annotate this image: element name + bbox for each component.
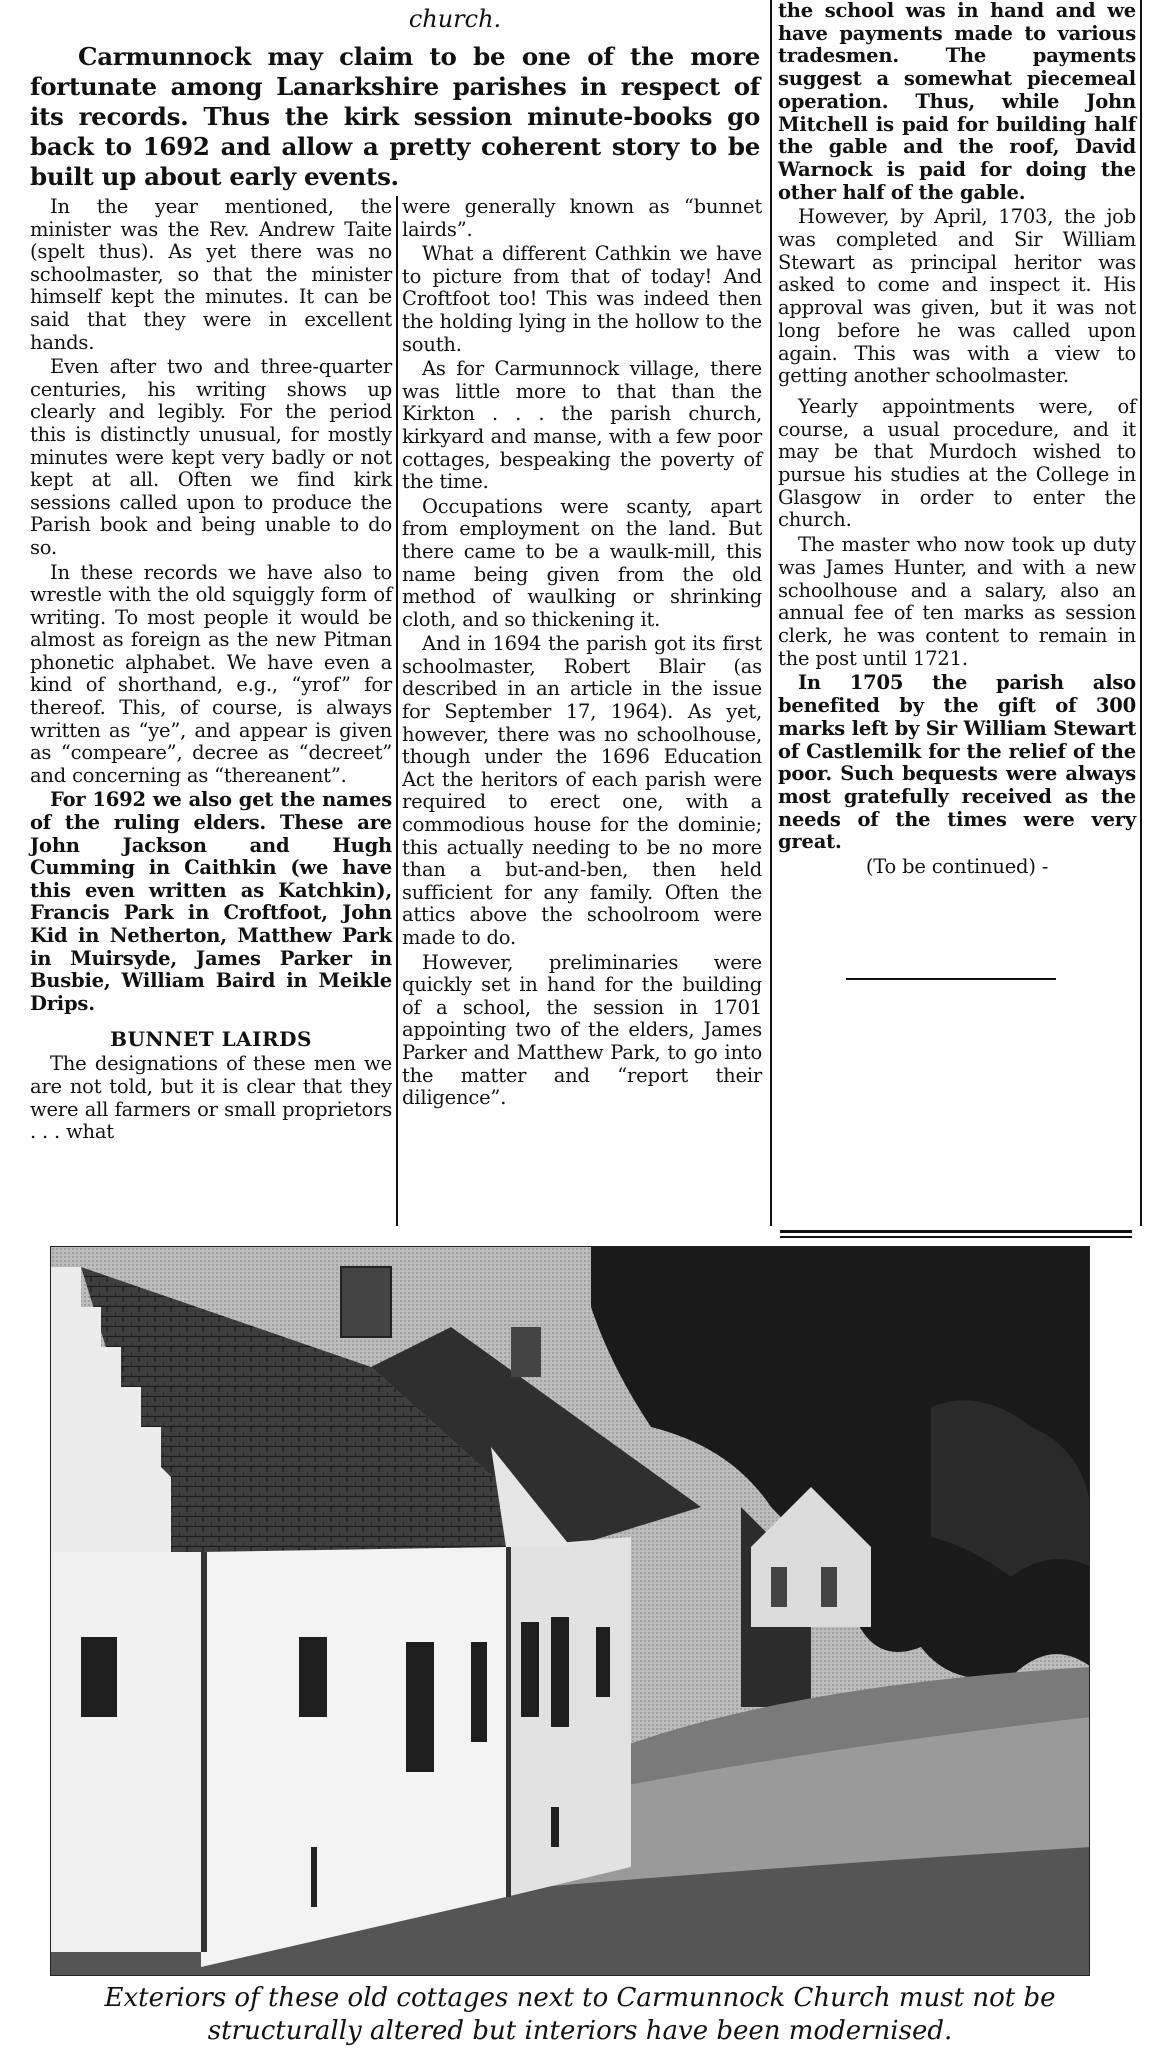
intro-paragraph: Carmunnock may claim to be one of the more fortunate among Lanarkshire parishes in respect of its records. Thus the kirk session minute-books go back to 1692 and allow a pretty coherent story to be built up about early events. — [30, 42, 760, 191]
body-paragraph — [30, 789, 392, 1015]
body-paragraph: However, preliminaries were quickly set in hand for the building of a school, the session in 1701 appointing two of the elders, James Parker and Matthew Park, to go into the matter and “report their diligence”. — [402, 950, 762, 1110]
section-rule — [780, 1236, 1132, 1238]
body-paragraph: However, by April, 1703, the job was completed and Sir William Stewart as principal heritor was asked to come and inspect it. His approval was given, but it was not long before he was called upon again. This was with a view to getting another schoolmaster. — [778, 205, 1136, 388]
article-column-2 — [402, 196, 762, 1112]
body-paragraph: Occupations were scanty, apart from employment on the land. But there came to be a waulk-mill, this name being given from the old method of waulking or shrinking cloth, and so thickening it. — [402, 494, 762, 631]
body-paragraph: In 1705 the parish also benefited by the gift of 300 marks left by Sir William Stewart of Castlemilk for the relief of the poor. Such bequests were always most gratefully received as the needs of the times were very great. — [778, 671, 1136, 854]
article-column-1 — [30, 196, 392, 1146]
body-paragraph: What a different Cathkin we have to picture from that of today! And Croftfoot too! This was indeed then the holding lying in the hollow to the south. — [402, 242, 762, 356]
body-paragraph: were generally known as “bunnet lairds”. — [402, 195, 762, 241]
kicker-text: church. — [408, 5, 502, 33]
body-paragraph: In these records we have also to wrestle with the old squiggly form of writing. To most people it would be almost as foreign as the new Pitman phonetic alphabet. We have even a kind of shorthand, e.g., “yrof” for thereof. This, of course, is always written as “ye”, and appear is given as “compeare”, decree as “decreet” and concerning as “thereanent”. — [30, 560, 392, 787]
section-subheading: BUNNET LAIRDS — [110, 1027, 312, 1052]
body-paragraph: Even after two and three-quarter centuries, his writing shows up clearly and legibly. For the period this is distinctly unusual, for mostly minutes were kept very badly or not kept at all. Often we find kirk sessions called upon to produce the Parish book and being unable to do so. — [30, 355, 392, 559]
body-paragraph: And in 1694 the parish got its first schoolmaster, Robert Blair (as described in an article in the issue for September 17, 1964). As yet, however, there was no schoolhouse, though under the 1696 Education Act the heritors of each parish were required to erect one, with a commodious house for the dominie; this actually needing to be no more than a but-and-ben, then held sufficient for any family. Often the attics above the schoolroom were made to do. — [402, 632, 762, 949]
column-rule — [770, 0, 772, 1226]
cottages-photo-illustration — [51, 1247, 1090, 1976]
cottages-photo — [50, 1246, 1090, 1976]
body-paragraph: In the year mentioned, the minister was the Rev. Andrew Taite (spelt thus). As yet there was no schoolmaster, so that the minister himself kept the minutes. It can be said that they were in excellent hands. — [30, 195, 392, 354]
column-rule — [396, 196, 398, 1226]
body-paragraph: As for Carmunnock village, there was little more to that than the Kirkton . . . the parish church, kirkyard and manse, with a few poor cottages, bespeaking the poverty of the time. — [402, 357, 762, 494]
continued-note: (To be continued) - — [865, 855, 1049, 879]
paragraph-rest: we also get the names of the ruling elders. These are John Jackson and Hugh Cumming in Caithkin (we have this even written as Katchkin), Francis Park in Croftfoot, John Kid in Netherton, Matthew Park in Muirsyde, James Parker in Busbie, William Baird in Meikle Drips. — [30, 788, 392, 1015]
column-rule — [1140, 0, 1142, 1226]
end-rule — [846, 978, 1056, 980]
body-paragraph: The master who now took up duty was James Hunter, and with a new schoolhouse and a salary, also an annual fee of ten marks as session clerk, he was content to remain in the post until 1721. — [778, 533, 1136, 670]
article-column-3 — [778, 0, 1136, 881]
paragraph-lead: For 1692 — [50, 788, 146, 812]
body-paragraph: the school was in hand and we have payments made to various tradesmen. The payments suggest a somewhat piecemeal operation. Thus, while John Mitchell is paid for building half the gable and the roof, David Warnock is paid for doing the other half of the gable. — [778, 0, 1136, 204]
photo-caption: Exteriors of these old cottages next to Carmunnock Church must not be structurally altered but interiors have been modernised. — [104, 1983, 1056, 2046]
body-paragraph: Yearly appointments were, of course, a usual procedure, and it may be that Murdoch wished to pursue his studies at the College in Glasgow in order to enter the church. — [778, 394, 1136, 532]
body-paragraph: The designations of these men we are not told, but it is clear that they were all farmers or small proprietors . . . what — [30, 1052, 392, 1144]
section-rule — [780, 1230, 1132, 1233]
